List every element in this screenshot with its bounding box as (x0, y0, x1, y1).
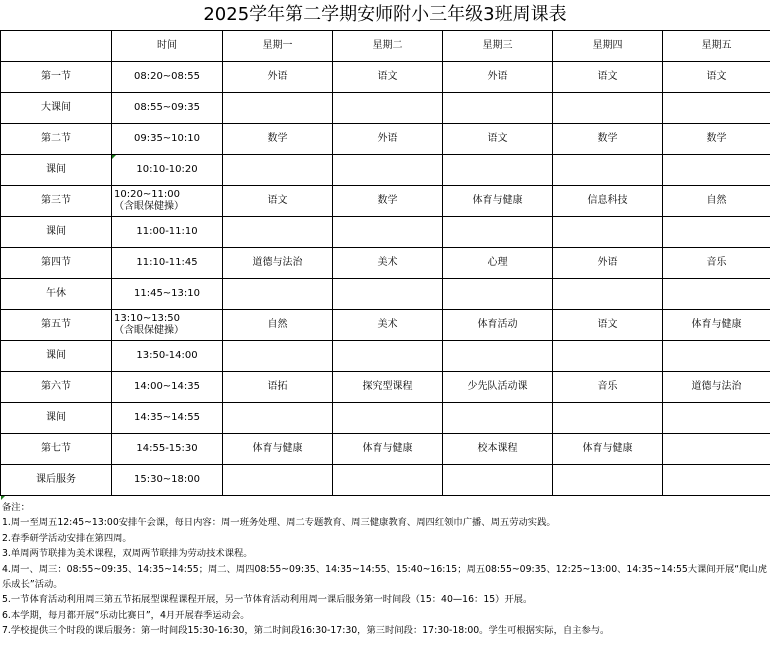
subject-cell (553, 465, 663, 496)
table-row (1, 310, 770, 341)
subject-cell (553, 403, 663, 434)
subject-cell (443, 465, 553, 496)
subject-cell: 自然 (663, 186, 770, 217)
subject-cell (223, 403, 333, 434)
time-cell: 15:30~18:00 (112, 465, 223, 496)
table-row (1, 155, 770, 186)
subject-cell: 道德与法治 (223, 248, 333, 279)
subject-cell (553, 93, 663, 124)
note-item: 3.单周两节联排为美术课程，双周两节联排为劳动技术课程。 (2, 548, 253, 560)
subject-cell (443, 279, 553, 310)
subject-cell: 体育与健康 (663, 310, 770, 341)
subject-cell (333, 279, 443, 310)
time-cell: 11:45~13:10 (112, 279, 223, 310)
table-row (1, 93, 770, 124)
subject-cell (553, 279, 663, 310)
period-cell: 课间 (1, 341, 112, 372)
subject-cell (443, 341, 553, 372)
table-row (1, 62, 770, 93)
subject-cell (333, 465, 443, 496)
subject-cell (223, 465, 333, 496)
period-cell: 第四节 (1, 248, 112, 279)
subject-cell (443, 217, 553, 248)
time-cell: 11:00-11:10 (112, 217, 223, 248)
subject-cell: 音乐 (663, 248, 770, 279)
subject-cell: 语文 (443, 124, 553, 155)
time-cell: 08:55~09:35 (112, 93, 223, 124)
time-cell: 13:10~13:50 （含眼保健操） (112, 310, 223, 341)
subject-cell (663, 155, 770, 186)
subject-cell: 自然 (223, 310, 333, 341)
period-cell: 第一节 (1, 62, 112, 93)
subject-cell: 语文 (333, 62, 443, 93)
subject-cell (663, 403, 770, 434)
subject-cell: 美术 (333, 248, 443, 279)
subject-cell (223, 217, 333, 248)
time-cell: 08:20~08:55 (112, 62, 223, 93)
note-item: 7.学校提供三个时段的课后服务：第一时间段15:30-16:30，第二时间段16:30-17:30，第三时间段：17:30-18:00。学生可根据实际，自主参与。 (2, 625, 610, 637)
subject-cell (663, 465, 770, 496)
notes (2, 500, 768, 639)
table-row (1, 465, 770, 496)
subject-cell (443, 155, 553, 186)
subject-cell (223, 93, 333, 124)
period-cell: 第六节 (1, 372, 112, 403)
subject-cell: 语文 (663, 62, 770, 93)
table-row (1, 279, 770, 310)
subject-cell: 外语 (223, 62, 333, 93)
table-row (1, 372, 770, 403)
subject-cell: 体育与健康 (553, 434, 663, 465)
table-row (1, 403, 770, 434)
subject-cell: 信息科技 (553, 186, 663, 217)
period-cell: 第五节 (1, 310, 112, 341)
note-item: 5.一节体育活动利用周三第五节拓展型课程课程开展，另一节体育活动利用周一课后服务第一时间段（15：40—16：15）开展。 (2, 594, 533, 606)
table-row (1, 124, 770, 155)
period-cell: 大课间 (1, 93, 112, 124)
subject-cell (663, 217, 770, 248)
subject-cell: 语拓 (223, 372, 333, 403)
subject-cell: 美术 (333, 310, 443, 341)
time-cell: 10:20~11:00 （含眼保健操） (112, 186, 223, 217)
period-cell: 第二节 (1, 124, 112, 155)
subject-cell: 语文 (553, 62, 663, 93)
subject-cell (333, 93, 443, 124)
header-cell: 星期二 (333, 31, 443, 62)
subject-cell (223, 341, 333, 372)
header-cell: 星期四 (553, 31, 663, 62)
subject-cell: 外语 (553, 248, 663, 279)
subject-cell: 体育与健康 (223, 434, 333, 465)
time-cell: 10:10-10:20 (112, 155, 223, 186)
table-row (1, 341, 770, 372)
time-cell: 13:50-14:00 (112, 341, 223, 372)
subject-cell (443, 403, 553, 434)
subject-cell: 少先队活动课 (443, 372, 553, 403)
subject-cell: 体育与健康 (443, 186, 553, 217)
time-cell: 14:35~14:55 (112, 403, 223, 434)
schedule-table (0, 30, 770, 496)
subject-cell: 数学 (663, 124, 770, 155)
subject-cell: 外语 (443, 62, 553, 93)
subject-cell: 数学 (333, 186, 443, 217)
time-cell: 14:00~14:35 (112, 372, 223, 403)
table-row (1, 248, 770, 279)
time-cell: 14:55-15:30 (112, 434, 223, 465)
period-cell: 课间 (1, 155, 112, 186)
period-cell: 午休 (1, 279, 112, 310)
subject-cell: 数学 (553, 124, 663, 155)
subject-cell: 语文 (223, 186, 333, 217)
period-cell: 第三节 (1, 186, 112, 217)
subject-cell: 体育活动 (443, 310, 553, 341)
subject-cell (553, 155, 663, 186)
subject-cell: 音乐 (553, 372, 663, 403)
subject-cell (663, 279, 770, 310)
table-row (1, 217, 770, 248)
subject-cell: 外语 (333, 124, 443, 155)
period-cell: 第七节 (1, 434, 112, 465)
header-cell: 星期五 (663, 31, 770, 62)
time-cell: 11:10-11:45 (112, 248, 223, 279)
time-cell: 09:35~10:10 (112, 124, 223, 155)
note-item: 4.周一、周三：08:55~09:35、14:35~14:55；周二、周四08:55~09:35、14:35~14:55、15:40~16:15；周五08:55~09:35、12:25~13:00、14:35~14:55大课间开展“爬山虎乐成长”活动。 (2, 563, 767, 591)
subject-cell (443, 93, 553, 124)
header-cell: 星期三 (443, 31, 553, 62)
subject-cell: 探究型课程 (333, 372, 443, 403)
header-cell: 时间 (112, 31, 223, 62)
subject-cell (333, 341, 443, 372)
period-cell: 课间 (1, 403, 112, 434)
period-cell: 课后服务 (1, 465, 112, 496)
notes-label: 备注： (2, 502, 30, 513)
subject-cell (663, 93, 770, 124)
subject-cell (223, 155, 333, 186)
header-row (1, 31, 770, 62)
table-row (1, 434, 770, 465)
subject-cell (663, 434, 770, 465)
period-cell: 课间 (1, 217, 112, 248)
subject-cell (333, 403, 443, 434)
note-item: 1.周一至周五12:45~13:00安排午会课，每日内容：周一班务处理、周二专题教育、周三健康教育、周四红领巾广播、周五劳动实践。 (2, 517, 556, 529)
note-item: 6.本学期，每月都开展“乐动比赛日”，4月开展春季运动会。 (2, 609, 250, 621)
subject-cell (223, 279, 333, 310)
subject-cell (333, 155, 443, 186)
subject-cell (553, 341, 663, 372)
page-title: 2025学年第二学期安师附小三年级3班周课表 (203, 4, 567, 25)
note-item: 2.春季研学活动安排在第四周。 (2, 532, 132, 544)
table-row (1, 186, 770, 217)
subject-cell: 道德与法治 (663, 372, 770, 403)
subject-cell: 体育与健康 (333, 434, 443, 465)
subject-cell (333, 217, 443, 248)
header-cell (1, 31, 112, 62)
comment-marker (112, 155, 116, 159)
subject-cell: 心理 (443, 248, 553, 279)
subject-cell (553, 217, 663, 248)
subject-cell (663, 341, 770, 372)
subject-cell: 语文 (553, 310, 663, 341)
subject-cell: 校本课程 (443, 434, 553, 465)
header-cell: 星期一 (223, 31, 333, 62)
subject-cell: 数学 (223, 124, 333, 155)
